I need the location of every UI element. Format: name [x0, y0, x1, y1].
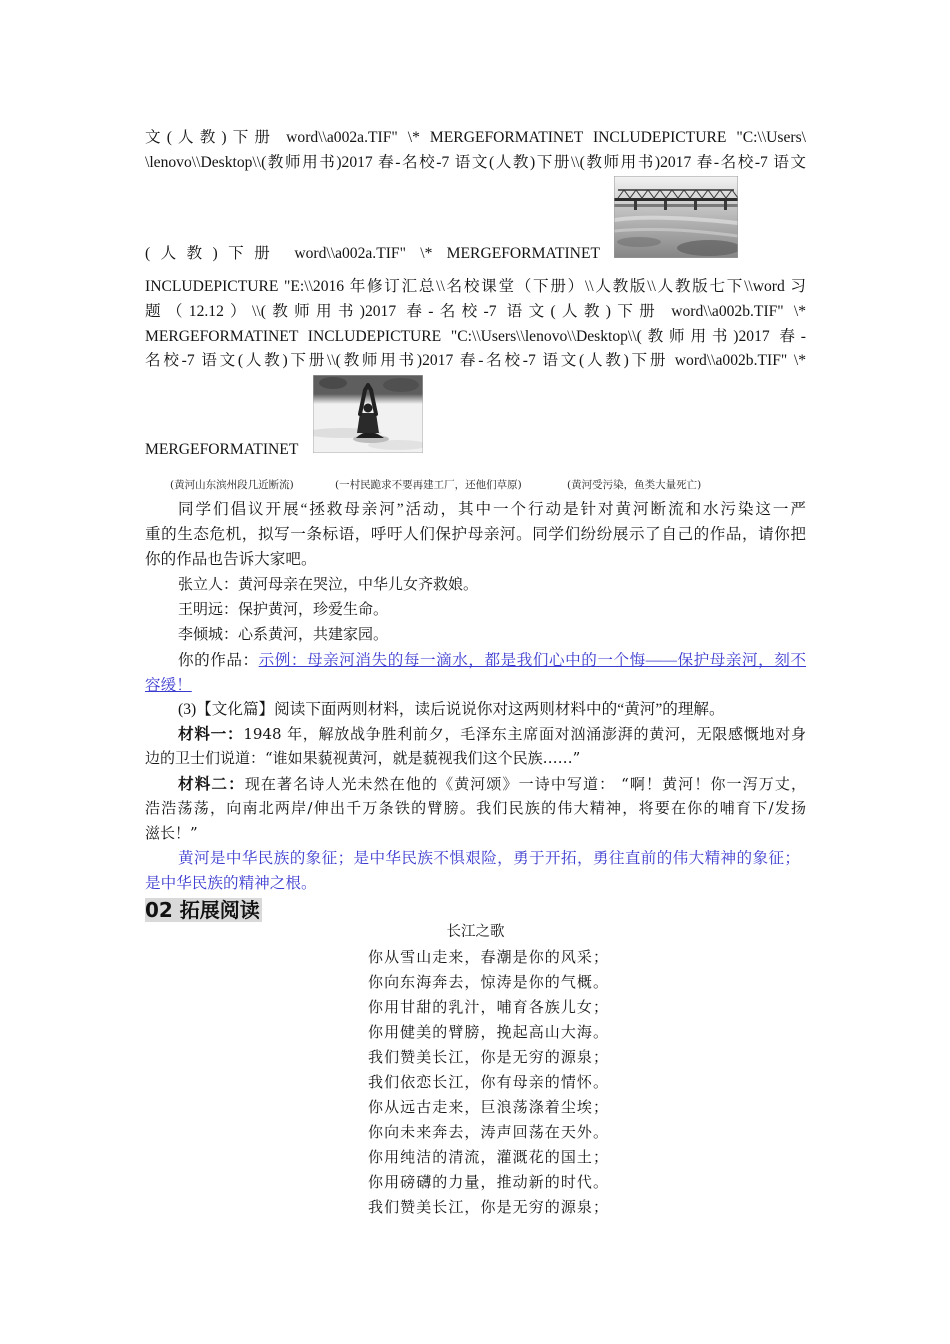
material-1-line-2: 边的卫士们说道：“谁如果藐视黄河，就是藐视我们这个民族……” — [145, 749, 581, 767]
material-2-text: 现在著名诗人光未然在他的《黄河颂》一诗中写道： “啊！黄河！你一泻万丈， — [244, 775, 806, 793]
field-code-line-2: \lenovo\\Desktop\\(教师用书)2017 春-名校-7 语文(人教)下册\\(教师用书)2017 春-名校-7 语文 — [145, 154, 806, 171]
material-1-text: 1948 年，解放战争胜利前夕，毛泽东主席面对汹涌澎湃的黄河，无限感慨地对身 — [243, 725, 806, 743]
material-1-line-1 — [178, 722, 806, 747]
poem-line: 你用纯洁的清流，灌溉花的国土； — [368, 1148, 608, 1166]
field-code-line-6: MERGEFORMATINET INCLUDEPICTURE "C:\\Users\\lenovo\\Desktop\\(教师用书)2017 春- — [145, 328, 806, 345]
poem-line: 我们赞美长江，你是无穷的源泉； — [368, 1198, 608, 1216]
slogan-example-3: 李倾城：心系黄河，共建家园。 — [178, 625, 389, 643]
horizon — [614, 204, 738, 207]
slogan-answer-text-end: 容缓！ — [145, 677, 192, 694]
field-code-line-4: INCLUDEPICTURE "E:\\2016 年修订汇总\\名校课堂（下册）\\人教版\\人教版七下\\word 习 — [145, 278, 806, 295]
poem-line: 你用健美的臂膀，挽起高山大海。 — [368, 1023, 608, 1041]
material-2-line-3: 滋长！” — [145, 824, 198, 842]
material-2-label: 材料二： — [178, 776, 245, 793]
culture-answer-line-2: 是中华民族的精神之根。 — [145, 875, 317, 892]
field-code-line-3: (人教)下册 word\\a002a.TIF" \* MERGEFORMATINET — [145, 245, 600, 262]
field-code-line-8: MERGEFORMATINET — [145, 441, 299, 458]
field-code-line-7: 名校-7 语文(人教)下册\\(教师用书)2017 春-名校-7 语文(人教)下册 word\\a002b.TIF" \* — [145, 352, 806, 369]
poem-line: 我们赞美长江，你是无穷的源泉； — [368, 1048, 608, 1066]
poem-line: 你用磅礴的力量，推动新的时代。 — [368, 1173, 608, 1191]
material-2-line-2: 浩浩荡荡，向南北两岸/伸出千万条铁的臂膀。我们民族的伟大精神，将要在你的哺育下/发扬 — [145, 799, 806, 817]
field-code-line-1: 文(人教)下册 word\\a002a.TIF" \* MERGEFORMATINET INCLUDEPICTURE "C:\\Users\ — [145, 129, 806, 146]
bridge-photo — [614, 176, 738, 258]
poem-line: 你向东海奔去，惊涛是你的气概。 — [368, 973, 608, 991]
slogan-example-1: 张立人：黄河母亲在哭泣，中华儿女齐救娘。 — [178, 575, 479, 593]
section-heading: 02 拓展阅读 — [145, 898, 260, 922]
slogan-answer-line-1 — [178, 648, 806, 673]
poem-title: 长江之歌 — [446, 924, 505, 940]
slogan-answer-line-2 — [145, 673, 806, 698]
poem-line: 你向未来奔去，涛声回荡在天外。 — [368, 1123, 608, 1141]
culture-task-prompt: (3)【文化篇】阅读下面两则材料，读后说说你对这两则材料中的“黄河”的理解。 — [178, 701, 725, 718]
slogan-example-2: 王明远：保护黄河，珍爱生命。 — [178, 600, 389, 618]
slogan-prompt-line-3: 你的作品也告诉大家吧。 — [145, 551, 317, 568]
poem-line: 我们依恋长江，你有母亲的情怀。 — [368, 1073, 608, 1091]
poem-line: 你从雪山走来，春潮是你的风采； — [368, 948, 608, 966]
slogan-answer-label: 你的作品： — [178, 652, 259, 669]
slogan-prompt-line-2: 重的生态危机，拟写一条标语，呼吁人们保护母亲河。同学们纷纷展示了自己的作品，请你把 — [145, 526, 806, 543]
photo-caption-1: (黄河山东滨州段几近断流) — [170, 479, 294, 491]
culture-answer-line-1: 黄河是中华民族的象征；是中华民族不惧艰险，勇于开拓，勇往直前的伟大精神的象征； — [178, 850, 800, 867]
slogan-prompt-line-1: 同学们倡议开展“拯救母亲河”活动，其中一个行动是针对黄河断流和水污染这一严 — [178, 501, 806, 518]
photo-caption-3: (黄河受污染，鱼类大量死亡) — [567, 479, 702, 491]
slogan-answer-text: 示例：母亲河消失的每一滴水，都是我们心中的一个悔——保护母亲河，刻不 — [258, 652, 806, 669]
material-1-label: 材料一： — [178, 726, 244, 743]
photo-caption-2: (一村民跪求不要再建工厂，还他们草原) — [335, 479, 522, 491]
material-2-line-1 — [178, 772, 806, 797]
poem-line: 你从远古走来，巨浪荡涤着尘埃； — [368, 1098, 608, 1116]
poem-line: 你用甘甜的乳汁，哺育各族儿女； — [368, 998, 608, 1016]
kneeling-villager-photo — [313, 375, 423, 453]
field-code-line-5: 题（12.12）\\(教师用书)2017 春-名校-7 语文(人教)下册 word\\a002b.TIF" \* — [145, 303, 806, 320]
